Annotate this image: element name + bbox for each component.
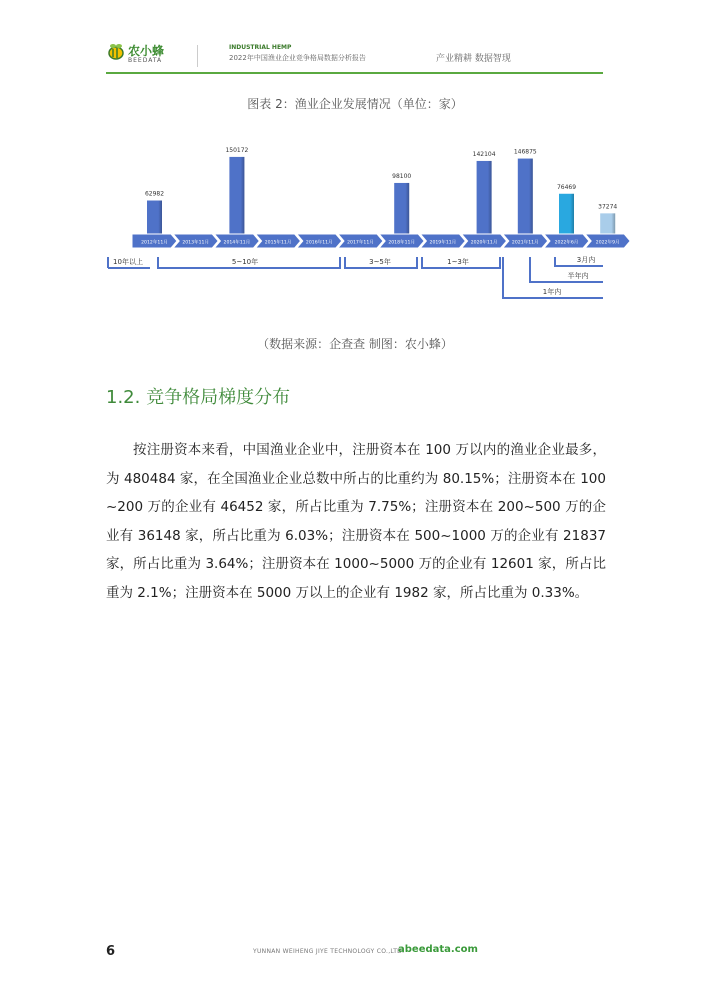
bar-value-label: 146875 (513, 148, 537, 156)
bar-value-label: 62982 (144, 190, 165, 198)
chart-title: 图表 2：渔业企业发展情况（单位：家） (247, 97, 463, 111)
chart-source: （数据来源：企查查 制图：农小蜂） (257, 337, 453, 351)
bar-shading (147, 201, 162, 234)
bracket-label-3-5y: 3~5年 (369, 258, 391, 266)
header-slogan: 产业精耕 数据智现 (436, 54, 511, 64)
bracket-label-5-10y: 5~10年 (231, 258, 259, 266)
report-title: 2022年中国渔业企业竞争格局数据分析报告 (229, 54, 366, 62)
x-tick-label: 2019年11月 (429, 240, 457, 246)
bracket-label-10y: 10年以上 (113, 258, 143, 266)
x-tick-label: 2016年11月 (305, 240, 333, 246)
page-number: 6 (106, 944, 116, 959)
footer-company: YUNNAN WEIHENG JIYE TECHNOLOGY CO.,LTD. (253, 948, 405, 955)
x-tick-label: 2022年6月 (554, 240, 579, 246)
logo-name: 农小蜂 (128, 44, 165, 58)
bar-value-label: 150172 (225, 146, 249, 154)
bar-value-label: 76469 (556, 183, 577, 191)
x-tick-label: 2015年11月 (264, 240, 292, 246)
bracket-label-1y: 1年内 (542, 288, 562, 296)
x-tick-label: 2018年11月 (388, 240, 416, 246)
footer-website: abeedata.com (398, 944, 478, 955)
bar-shading (394, 183, 409, 234)
section-heading: 1.2. 竞争格局梯度分布 (106, 387, 291, 408)
logo-subtitle: BEEDATA (128, 57, 163, 64)
x-tick-label: 2017年11月 (347, 240, 374, 246)
x-tick-label: 2022年9月 (595, 240, 620, 246)
x-tick-label: 2013年11月 (182, 240, 210, 246)
bar-shading (518, 159, 533, 234)
bar-value-label: 142104 (472, 150, 496, 158)
report-english-title: INDUSTRIAL HEMP (229, 44, 292, 51)
bar-value-label: 37274 (598, 203, 618, 211)
x-tick-label: 2012年11月 (141, 240, 168, 246)
bracket-label-half-year: 半年内 (567, 272, 589, 280)
bar-shading (559, 194, 574, 234)
x-tick-label: 2020年11月 (470, 240, 498, 246)
bar-value-label: 98100 (392, 172, 412, 180)
x-tick-label: 2014年11月 (223, 240, 251, 246)
bar-shading (600, 213, 615, 234)
body-paragraph: 按注册资本来看，中国渔业企业中，注册资本在 100 万以内的渔业企业最多，为 480484 家，在全国渔业企业总数中所占的比重约为 80.15%；注册资本在 100~200 万的企业有 46452 家，所占比重为 7.75%；注册资本在 200~500 万的企业有 36148 家，所占比重为 6.03%；注册资本在 500~1000 万的企业有 21837 家，所占比重为 3.64%；注册资本在 1000~5000 万的企业有 12601 家，所占比重为 2.1%；注册资本在 5000 万以上的企业有 1982 家，所占比重为 0.33%。 (106, 442, 606, 601)
x-tick-label: 2021年11月 (511, 240, 539, 246)
bracket-label-3m: 3月内 (576, 256, 596, 264)
bar-shading (229, 157, 244, 234)
bar-shading (477, 161, 492, 234)
timeline-bar-chart (0, 0, 710, 330)
bracket-label-1-3y: 1~3年 (447, 258, 469, 266)
